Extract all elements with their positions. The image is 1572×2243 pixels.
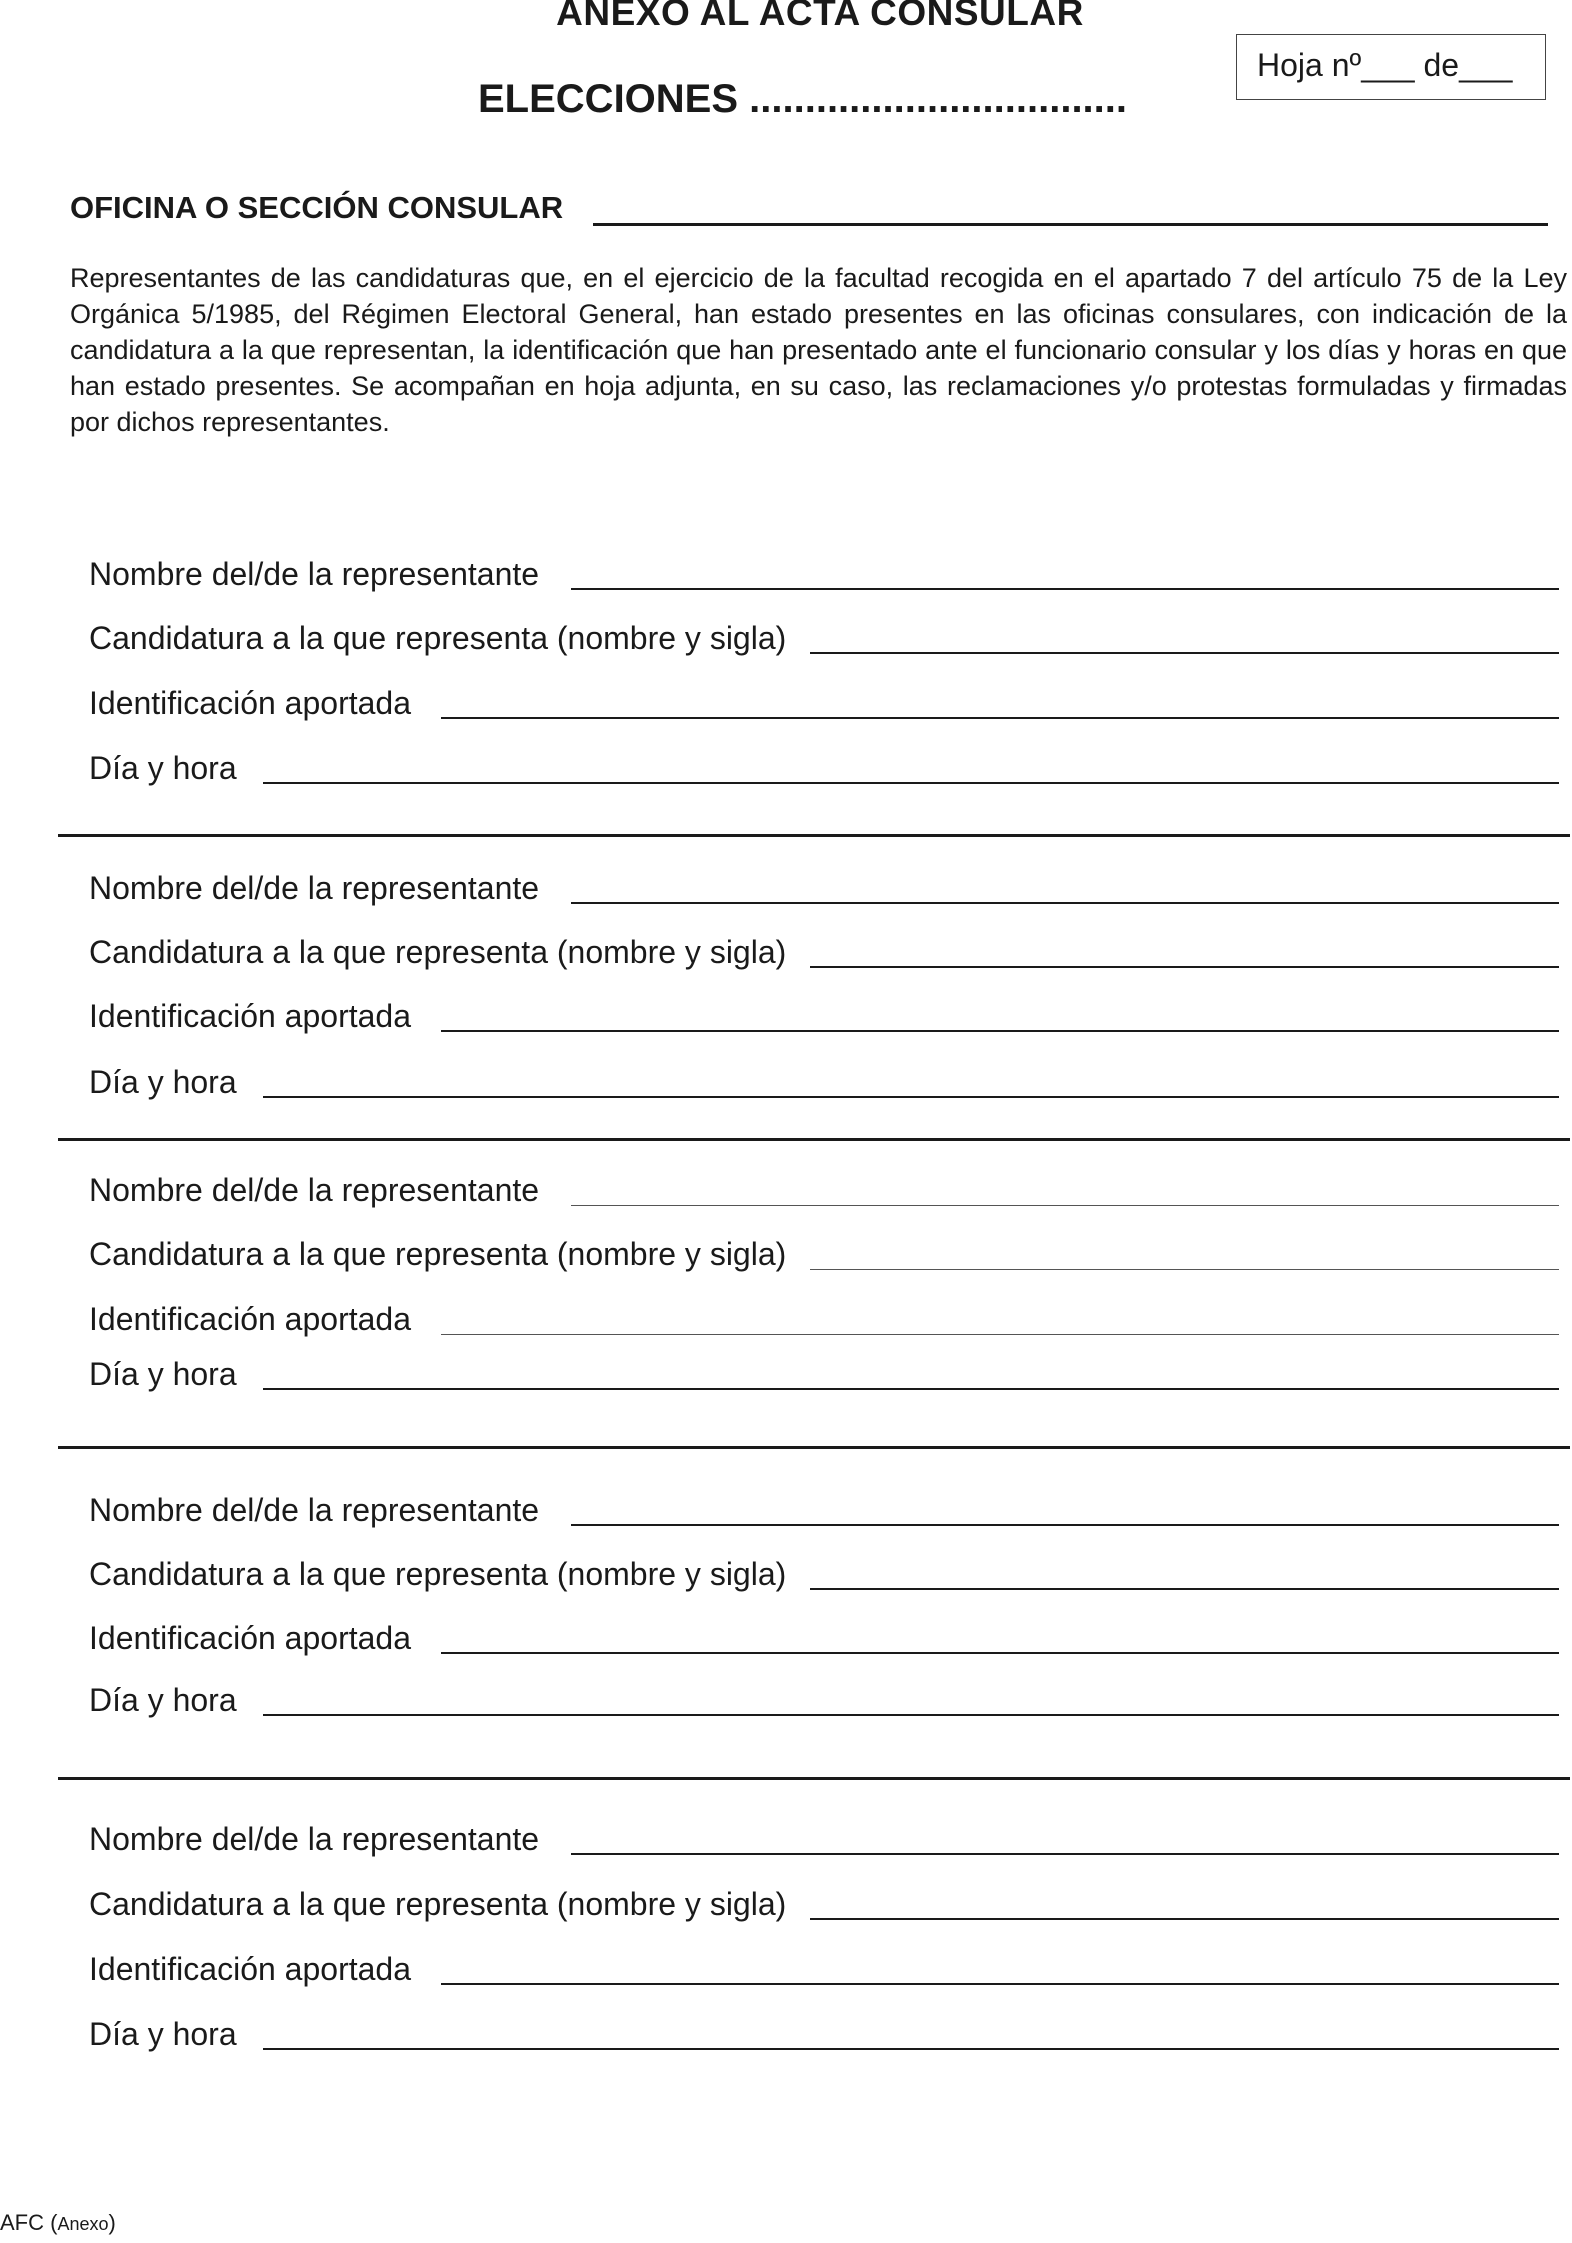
form-code-annex: Anexo (57, 2214, 109, 2234)
identification-field[interactable] (441, 1334, 1559, 1335)
intro-paragraph: Representantes de las candidaturas que, en el ejercicio de la facultad recogida en el apartado 7 del artículo 75 de la Ley Orgánica 5/1985, del Régimen Electoral General, han estado presentes en las oficinas consulares, con indicación de la candidatura a la que representan, la identificación que han presentado ante el funcionario consular y los días y horas en que han estado presentes. Se acompañan en hoja adjunta, en su caso, las reclamaciones y/o protestas formuladas y firmadas por dichos representantes. (70, 263, 1567, 437)
identification-field[interactable] (441, 1652, 1559, 1654)
name-field[interactable] (571, 1524, 1559, 1526)
datetime-row (89, 1678, 1559, 1718)
candidacy-label: Candidatura a la que representa (nombre y sigla) (89, 934, 787, 970)
identification-label: Identificación aportada (89, 1951, 411, 1987)
identification-field[interactable] (441, 1983, 1559, 1985)
sheet-number-box[interactable]: Hoja nº___ de___ (1236, 34, 1546, 100)
section-divider (58, 1446, 1570, 1449)
identification-label: Identificación aportada (89, 1301, 411, 1337)
candidacy-row (89, 1882, 1559, 1922)
name-row (89, 1817, 1559, 1857)
name-row (89, 1488, 1559, 1528)
candidacy-row (89, 616, 1559, 656)
name-label: Nombre del/de la representante (89, 1821, 540, 1857)
identification-label: Identificación aportada (89, 998, 411, 1034)
name-field[interactable] (571, 1205, 1559, 1206)
section-divider (58, 1138, 1570, 1141)
name-field[interactable] (571, 902, 1559, 904)
consular-office-label: OFICINA O SECCIÓN CONSULAR (70, 190, 564, 225)
datetime-row (89, 1352, 1559, 1392)
datetime-label: Día y hora (89, 750, 237, 786)
document-title: ANEXO AL ACTA CONSULAR (556, 0, 1084, 33)
elections-heading: ELECCIONES .................................. (478, 77, 1128, 121)
datetime-row (89, 1060, 1559, 1100)
datetime-row (89, 746, 1559, 786)
identification-row (89, 1616, 1559, 1656)
name-row (89, 552, 1559, 592)
form-code (0, 2210, 116, 2236)
candidacy-label: Candidatura a la que representa (nombre y sigla) (89, 1886, 787, 1922)
datetime-label: Día y hora (89, 1356, 237, 1392)
datetime-field[interactable] (263, 1714, 1559, 1716)
identification-row (89, 994, 1559, 1034)
datetime-label: Día y hora (89, 1682, 237, 1718)
identification-label: Identificación aportada (89, 1620, 411, 1656)
candidacy-field[interactable] (810, 1588, 1559, 1590)
identification-field[interactable] (441, 1030, 1559, 1032)
identification-label: Identificación aportada (89, 685, 411, 721)
candidacy-field[interactable] (810, 1269, 1559, 1270)
name-row (89, 866, 1559, 906)
name-label: Nombre del/de la representante (89, 556, 540, 592)
form-code-end: ) (108, 2210, 116, 2235)
identification-row (89, 681, 1559, 721)
candidacy-label: Candidatura a la que representa (nombre y sigla) (89, 1556, 787, 1592)
name-field[interactable] (571, 588, 1559, 590)
identification-row (89, 1947, 1559, 1987)
consular-office-field[interactable] (593, 193, 1548, 226)
candidacy-label: Candidatura a la que representa (nombre y sigla) (89, 1236, 787, 1272)
name-label: Nombre del/de la representante (89, 1172, 540, 1208)
name-label: Nombre del/de la representante (89, 870, 540, 906)
candidacy-row (89, 930, 1559, 970)
section-divider (58, 1777, 1570, 1780)
name-field[interactable] (571, 1853, 1559, 1855)
candidacy-row (89, 1552, 1559, 1592)
datetime-row (89, 2012, 1559, 2052)
datetime-label: Día y hora (89, 1064, 237, 1100)
consular-office-row (70, 190, 1548, 226)
candidacy-field[interactable] (810, 652, 1559, 654)
candidacy-field[interactable] (810, 966, 1559, 968)
name-label: Nombre del/de la representante (89, 1492, 540, 1528)
datetime-field[interactable] (263, 782, 1559, 784)
identification-row (89, 1297, 1559, 1337)
datetime-field[interactable] (263, 1388, 1559, 1390)
form-code-main: AFC ( (0, 2210, 58, 2235)
candidacy-field[interactable] (810, 1918, 1559, 1920)
candidacy-row (89, 1232, 1559, 1272)
candidacy-label: Candidatura a la que representa (nombre y sigla) (89, 620, 787, 656)
identification-field[interactable] (441, 717, 1559, 719)
datetime-label: Día y hora (89, 2016, 237, 2052)
name-row (89, 1168, 1559, 1208)
datetime-field[interactable] (263, 1096, 1559, 1098)
section-divider (58, 834, 1570, 837)
datetime-field[interactable] (263, 2048, 1559, 2050)
